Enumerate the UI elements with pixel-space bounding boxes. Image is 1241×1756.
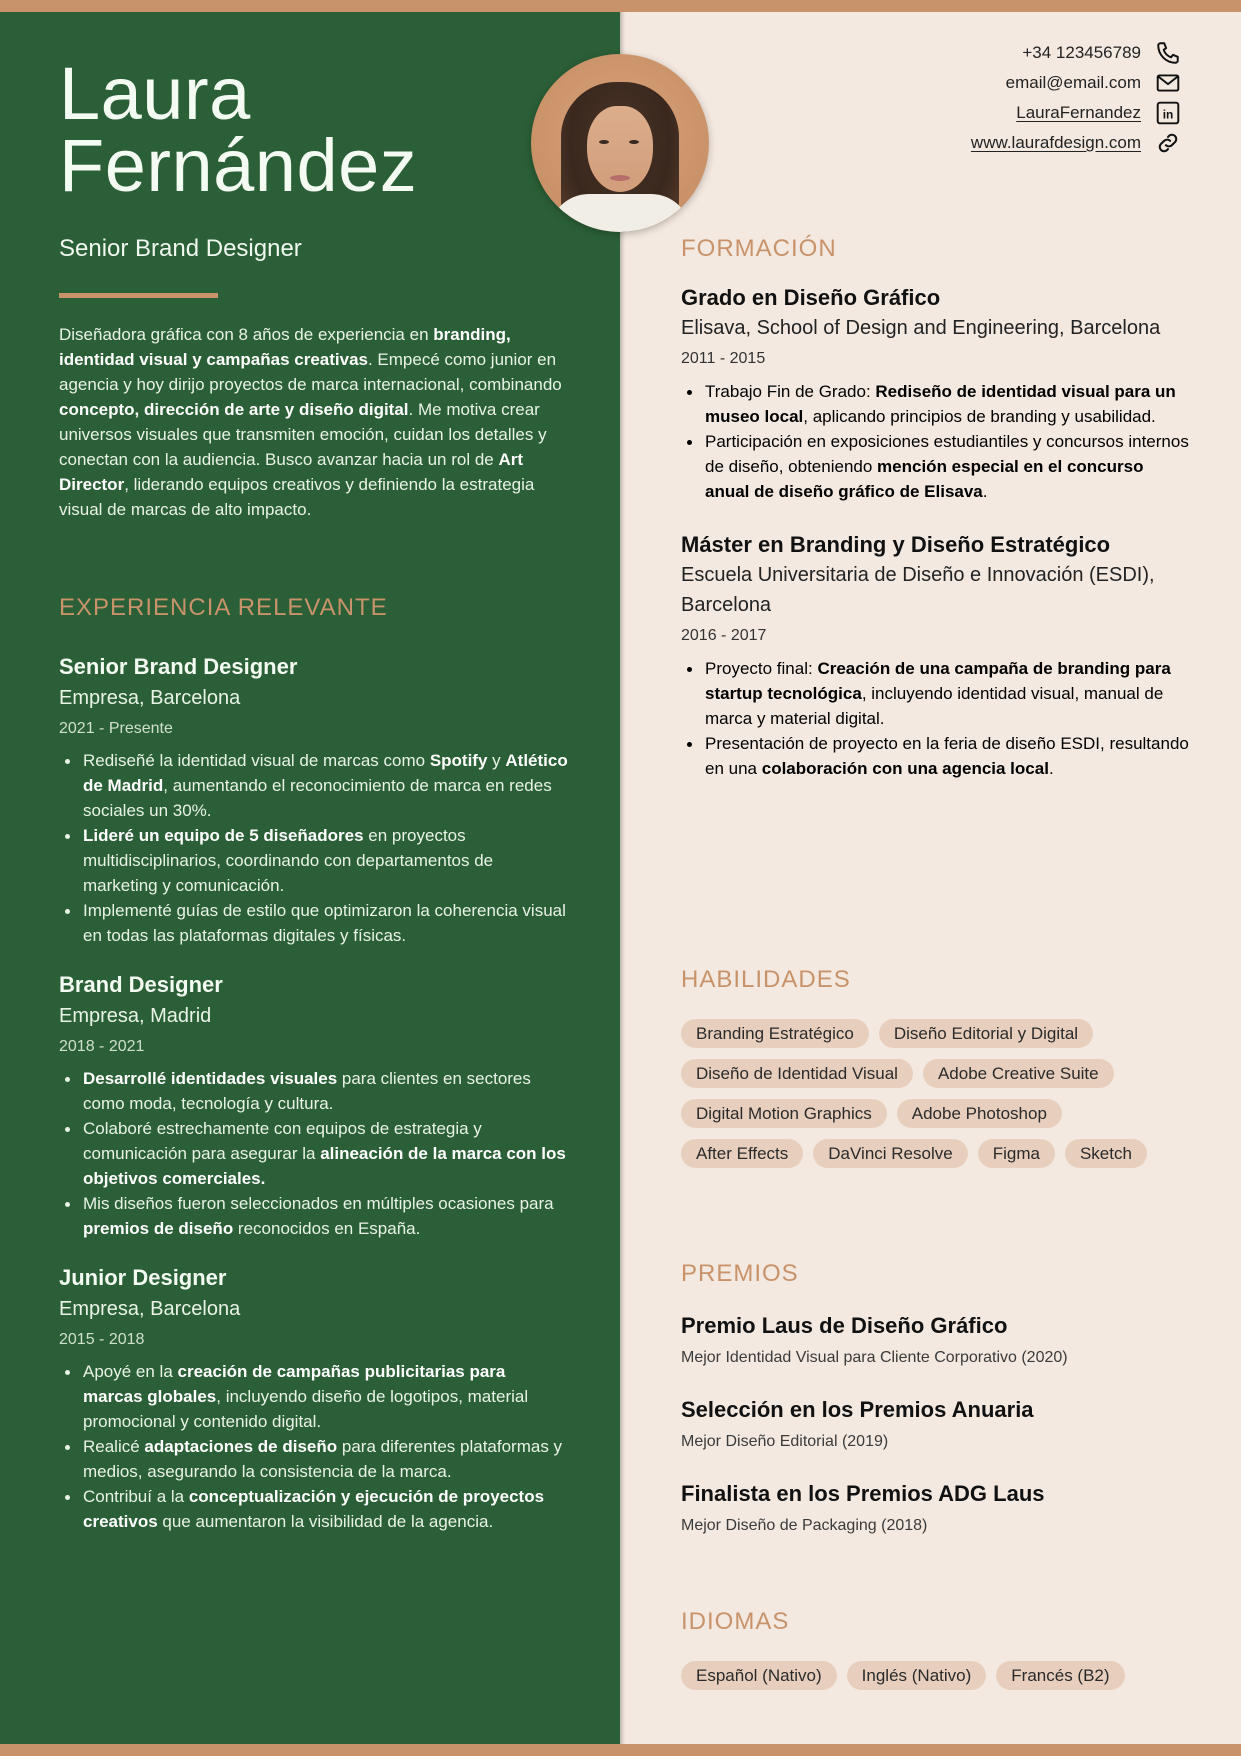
skill-chip: Branding Estratégico	[681, 1019, 869, 1048]
text-run: Colaboré estrechamente con equipos de estrategia y comunicación para asegurar la	[83, 1119, 482, 1163]
award-entry	[681, 1310, 1191, 1374]
contact-linkedin[interactable]	[971, 98, 1181, 128]
mail-icon	[1155, 70, 1181, 96]
text-run: Implementé guías de estilo que optimizaron la coherencia visual en todas las plataformas digitales y físicas.	[83, 901, 566, 945]
job-company: Empresa, Barcelona	[59, 687, 241, 709]
bullet-item	[59, 1191, 569, 1241]
school-name: Elisava, School of Design and Engineering, Barcelona	[681, 317, 1161, 339]
phone-icon	[1155, 40, 1181, 66]
bold-text: Art Director	[59, 450, 524, 494]
education-bullets	[681, 379, 1191, 504]
skills-heading: HABILIDADES	[681, 966, 851, 993]
awards-list	[681, 1310, 1191, 1542]
bold-text: Creación de una campaña de branding para startup tecnológica	[705, 659, 1171, 703]
bold-text: alineación de la marca con los objetivos comerciales.	[83, 1144, 566, 1188]
bold-text: mención especial en el concurso anual de diseño gráfico de Elisava	[705, 457, 1144, 501]
awards-heading: PREMIOS	[681, 1260, 799, 1287]
bullet-item	[59, 748, 569, 823]
experience-heading: EXPERIENCIA RELEVANTE	[59, 594, 388, 621]
languages-section	[681, 1608, 1191, 1690]
skill-chip: Sketch	[1065, 1139, 1147, 1168]
text-run: reconocidos en España.	[233, 1219, 421, 1238]
bold-text: colaboración con una agencia local	[761, 759, 1049, 778]
candidate-name	[59, 52, 418, 207]
bullet-item	[59, 1359, 569, 1434]
job-dates: 2021 - Presente	[59, 720, 173, 737]
bold-text: adaptaciones de diseño	[144, 1437, 338, 1456]
text-run: en proyectos multidisciplinarios, coordinando con departamentos de marketing y comunicación.	[83, 826, 494, 895]
text-run: Mis diseños fueron seleccionados en múltiples ocasiones para	[83, 1194, 554, 1213]
profile-photo	[531, 54, 709, 232]
job-company: Empresa, Madrid	[59, 1005, 212, 1027]
linkedin-link[interactable]: LauraFernandez	[1016, 103, 1141, 122]
education-section	[681, 235, 1191, 807]
bullet-item	[681, 429, 1191, 504]
phone-text[interactable]: +34 123456789	[1022, 43, 1141, 62]
language-chip: Francés (B2)	[996, 1661, 1124, 1690]
languages-heading: IDIOMAS	[681, 1608, 790, 1635]
bold-text: Desarrollé identidades visuales	[83, 1069, 338, 1088]
school-name: Escuela Universitaria de Diseño e Innovación (ESDI), Barcelona	[681, 564, 1155, 616]
job-company: Empresa, Barcelona	[59, 1298, 241, 1320]
awards-section	[681, 1260, 1191, 1562]
award-title: Selección en los Premios Anuaria	[681, 1397, 1034, 1422]
award-detail: Mejor Diseño Editorial (2019)	[681, 1433, 889, 1450]
text-run: , incluyendo diseño de logotipos, material promocional y contenido digital.	[83, 1387, 529, 1431]
contact-block	[971, 38, 1181, 158]
text-run: .	[1048, 759, 1054, 778]
degree-title: Máster en Branding y Diseño Estratégico	[681, 532, 1111, 557]
skill-chip: Adobe Creative Suite	[923, 1059, 1114, 1088]
text-run: , liderando equipos creativos y definiendo la estrategia visual de marcas de alto impacto.	[59, 475, 535, 519]
job-bullets	[59, 1066, 569, 1241]
contact-website[interactable]	[971, 128, 1181, 158]
text-run: Realicé	[83, 1437, 145, 1456]
education-entry	[681, 530, 1191, 781]
text-run: , aplicando principios de branding y usabilidad.	[803, 407, 1156, 426]
bullet-item	[59, 1434, 569, 1484]
award-detail: Mejor Identidad Visual para Cliente Corporativo (2020)	[681, 1349, 1068, 1366]
education-dates: 2016 - 2017	[681, 627, 767, 644]
language-chip: Español (Nativo)	[681, 1661, 837, 1690]
text-run: Diseñadora gráfica con 8 años de experiencia en	[59, 325, 434, 344]
bold-text: premios de diseño	[83, 1219, 234, 1238]
bold-text: branding, identidad visual y campañas creativas	[59, 325, 511, 369]
job-title: Senior Brand Designer	[59, 654, 298, 679]
education-heading: FORMACIÓN	[681, 235, 837, 262]
contact-email[interactable]	[971, 68, 1181, 98]
top-accent-bar	[0, 0, 1241, 12]
website-link[interactable]: www.laurafdesign.com	[970, 133, 1141, 152]
skill-chip: DaVinci Resolve	[813, 1139, 967, 1168]
first-name: Laura	[59, 52, 251, 135]
bullet-item	[59, 898, 569, 948]
award-title: Finalista en los Premios ADG Laus	[681, 1481, 1045, 1506]
bullet-item	[59, 1066, 569, 1116]
bullet-item	[59, 1484, 569, 1534]
left-panel	[0, 0, 620, 1756]
skill-chip: Digital Motion Graphics	[681, 1099, 887, 1128]
bold-text: creación de campañas publicitarias para marcas globales	[83, 1362, 506, 1406]
text-run: Proyecto final:	[705, 659, 818, 678]
skills-section	[681, 966, 1191, 1168]
text-run: , aumentando el reconocimiento de marca en redes sociales un 30%.	[83, 776, 552, 820]
text-run: . Empecé como junior en agencia y hoy dirijo proyectos de marca internacional, combinando	[59, 350, 562, 394]
profile-summary	[59, 322, 569, 522]
text-run: que aumentaron la visibilidad de la agencia.	[157, 1512, 494, 1531]
award-entry	[681, 1478, 1191, 1542]
bottom-accent-bar	[0, 1744, 1241, 1756]
skill-chip: After Effects	[681, 1139, 803, 1168]
text-run: para clientes en sectores como moda, tecnología y cultura.	[83, 1069, 531, 1113]
job-dates: 2018 - 2021	[59, 1038, 145, 1055]
job-title: Senior Brand Designer	[59, 235, 302, 262]
bold-text: conceptualización y ejecución de proyectos creativos	[83, 1487, 545, 1531]
bullet-item	[681, 379, 1191, 429]
education-bullets	[681, 656, 1191, 781]
bold-text: concepto, dirección de arte y diseño digital	[59, 400, 409, 419]
bold-text: Atlético de Madrid	[83, 751, 568, 795]
education-entry	[681, 283, 1191, 504]
skills-list	[681, 1019, 1191, 1168]
education-list	[681, 283, 1191, 781]
skill-chip: Diseño de Identidad Visual	[681, 1059, 913, 1088]
accent-divider	[59, 293, 218, 298]
text-run: Trabajo Fin de Grado:	[705, 382, 876, 401]
contact-phone[interactable]	[971, 38, 1181, 68]
bold-text: Spotify	[429, 751, 488, 770]
text-run: , incluyendo identidad visual, manual de marca y material digital.	[705, 684, 1164, 728]
award-detail: Mejor Diseño de Packaging (2018)	[681, 1517, 928, 1534]
linkedin-icon	[1155, 100, 1181, 126]
bold-text: Lideré un equipo de 5 diseñadores	[83, 826, 364, 845]
language-chip: Inglés (Nativo)	[847, 1661, 987, 1690]
education-dates: 2011 - 2015	[681, 350, 766, 367]
job-bullets	[59, 748, 569, 948]
bullet-item	[59, 823, 569, 898]
text-run: Presentación de proyecto en la feria de diseño ESDI, resultando en una	[705, 734, 1189, 778]
bullet-item	[59, 1116, 569, 1191]
svg-text:in: in	[1162, 107, 1174, 122]
skill-chip: Diseño Editorial y Digital	[879, 1019, 1093, 1048]
link-icon	[1155, 130, 1181, 156]
text-run: . Me motiva crear universos visuales que transmiten emoción, cuidan los detalles y conectan con la audiencia. Busco avanzar hacia un rol de	[59, 400, 547, 469]
bold-text: Rediseño de identidad visual para un museo local	[705, 382, 1176, 426]
languages-list	[681, 1661, 1191, 1690]
skill-chip: Figma	[978, 1139, 1055, 1168]
job-bullets	[59, 1359, 569, 1534]
job-title: Brand Designer	[59, 972, 223, 997]
text-run: Participación en exposiciones estudiantiles y concursos internos de diseño, obteniendo	[705, 432, 1189, 476]
job-entry	[59, 652, 569, 948]
skill-chip: Adobe Photoshop	[897, 1099, 1062, 1128]
last-name: Fernández	[59, 124, 418, 207]
text-run: Rediseñé la identidad visual de marcas como	[83, 751, 430, 770]
text-run: para diferentes plataformas y medios, asegurando la consistencia de la marca.	[83, 1437, 563, 1481]
award-title: Premio Laus de Diseño Gráfico	[681, 1313, 1008, 1338]
text-run: Apoyé en la	[83, 1362, 178, 1381]
degree-title: Grado en Diseño Gráfico	[681, 285, 941, 310]
bullet-item	[681, 656, 1191, 731]
award-entry	[681, 1394, 1191, 1458]
job-entry	[59, 1263, 569, 1534]
text-run: y	[487, 751, 506, 770]
experience-list	[59, 652, 569, 1556]
text-run: .	[982, 482, 988, 501]
job-dates: 2015 - 2018	[59, 1331, 145, 1348]
job-title: Junior Designer	[59, 1265, 227, 1290]
email-text[interactable]: email@email.com	[1005, 73, 1141, 92]
text-run: Contribuí a la	[83, 1487, 189, 1506]
bullet-item	[681, 731, 1191, 781]
job-entry	[59, 970, 569, 1241]
